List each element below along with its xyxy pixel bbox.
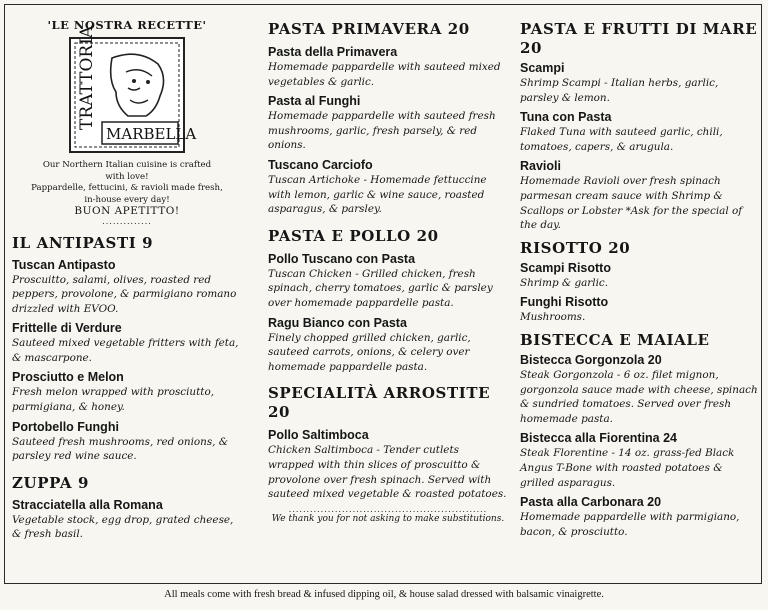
item-description: Homemade pappardelle with parmigiano, bacon, & prosciutto. xyxy=(520,511,740,538)
item-name: Pollo Saltimboca xyxy=(268,428,369,443)
section-title: BISTECCA E MAIALE xyxy=(520,330,710,349)
section-title: IL ANTIPASTI 9 xyxy=(12,233,154,252)
item-name: Pasta al Funghi xyxy=(268,94,361,109)
menu-item xyxy=(520,294,758,325)
section-risotto xyxy=(520,239,758,325)
section-mare xyxy=(520,20,758,233)
menu-item xyxy=(12,419,242,464)
item-description: Homemade pappardelle with sauteed fresh mushrooms, garlic, fresh parsely, & red onions. xyxy=(268,110,496,152)
item-name: Bistecca alla Fiorentina 24 xyxy=(520,431,678,446)
menu-item xyxy=(520,430,758,490)
footer-text: All meals come with fresh bread & infused dipping oil, & house salad dressed with balsamic vinaigrette. xyxy=(164,589,604,600)
item-name: Pasta alla Carbonara 20 xyxy=(520,495,662,510)
item-name: Frittelle di Verdure xyxy=(12,321,122,336)
item-description: Sauteed mixed vegetable fritters with feta, & mascarpone. xyxy=(12,337,239,364)
section-title: SPECIALITÀ ARROSTITE 20 xyxy=(268,384,491,422)
item-description: Fresh melon wrapped with prosciutto, parmigiana, & honey. xyxy=(12,386,215,414)
svg-text:MARBELLA: MARBELLA xyxy=(106,125,197,143)
menu-column-left xyxy=(12,0,242,546)
item-description: Mushrooms. xyxy=(520,311,586,324)
menu-item xyxy=(520,494,758,539)
item-name: Prosciutto e Melon xyxy=(12,370,124,385)
divider-dots: .............. xyxy=(102,216,152,226)
menu-item xyxy=(12,369,242,414)
item-description: Shrimp & garlic. xyxy=(520,276,609,289)
item-name: Pasta della Primavera xyxy=(268,45,398,59)
intro-line: with love! xyxy=(105,171,149,182)
item-description: Sauteed fresh mushrooms, red onions, & parsley red wine sauce. xyxy=(12,435,229,463)
trattoria-logo-icon xyxy=(68,25,197,154)
item-name: Ravioli xyxy=(520,159,561,174)
intro-line: Pappardelle, fettucini, & ravioli made fresh, xyxy=(31,183,223,193)
intro-text xyxy=(12,160,242,226)
item-description: Tuscan Artichoke - Homemade fettuccine with lemon, garlic & wine sauce, roasted asparagus, & parsley. xyxy=(268,173,487,216)
item-description: Steak Florentine - 14 oz. grass-fed Black Angus T-Bone with roasted potatoes & grilled asparagus. xyxy=(520,447,735,489)
menu-item xyxy=(268,44,508,89)
menu-item xyxy=(520,352,758,426)
menu-item xyxy=(12,257,242,317)
item-name: Tuscano Carciofo xyxy=(268,157,373,172)
menu-item xyxy=(12,320,242,365)
section-specialita xyxy=(268,384,508,524)
item-description: Proscuitto, salami, olives, roasted red peppers, provolone, & parmigiano romano drizzled with EVOO. xyxy=(12,273,237,315)
item-name: Funghi Risotto xyxy=(520,295,609,310)
substitution-note: We thank you for not asking to make substitutions. xyxy=(271,513,505,524)
section-title: RISOTTO 20 xyxy=(520,238,631,257)
menu-item xyxy=(268,315,508,375)
intro-greeting: BUON APETITTO! xyxy=(74,205,180,217)
item-description: Chicken Saltimboca - Tender cutlets wrapped with thin slices of proscuitto & provolone over fresh spinach. Served with sauteed mixed vegetable & roasted potatoes. xyxy=(268,444,507,501)
item-name: Scampi Risotto xyxy=(520,260,611,275)
intro-line: Our Northern Italian cuisine is crafted xyxy=(42,160,212,170)
menu-item xyxy=(520,260,758,291)
menu-column-middle xyxy=(268,0,508,525)
item-description: Vegetable stock, egg drop, grated cheese, & fresh basil. xyxy=(12,513,234,541)
menu-item xyxy=(268,157,508,217)
svg-text:TRATTORIA: TRATTORIA xyxy=(77,25,97,130)
intro-line: in-house every day! xyxy=(84,194,170,205)
section-title: ZUPPA 9 xyxy=(12,473,89,492)
menu-item xyxy=(12,497,242,542)
menu-item xyxy=(268,93,508,153)
item-description: Steak Gorgonzola - 6 oz. filet mignon, gorgonzola sauce made with cheese, spinach & sundried tomatoes. Served over fresh homemade pasta. xyxy=(520,368,758,425)
item-description: Finely chopped grilled chicken, garlic, sauteed carrots, onions, & celery over homemade pappardelle pasta. xyxy=(268,331,471,373)
item-name: Tuscan Antipasto xyxy=(12,257,116,272)
menu-item xyxy=(520,158,758,232)
item-description: Shrimp Scampi - Italian herbs, garlic, parsley & lemon. xyxy=(520,77,719,104)
item-name: Pollo Tuscano con Pasta xyxy=(268,251,416,266)
item-description: Tuscan Chicken - Grilled chicken, fresh spinach, cherry tomatoes, garlic & parsley over homemade pappardelle pasta. xyxy=(268,267,493,309)
item-name: Portobello Funghi xyxy=(12,419,119,434)
section-title: PASTA PRIMAVERA 20 xyxy=(268,20,470,38)
menu-item xyxy=(268,251,508,311)
menu-item xyxy=(520,60,758,105)
menu-column-right xyxy=(520,0,758,543)
item-name: Tuna con Pasta xyxy=(520,110,612,125)
menu-tagline: 'LE NOSTRA RECETTE' xyxy=(47,18,207,32)
menu-item xyxy=(520,109,758,154)
section-pollo xyxy=(268,227,508,375)
item-name: Stracciatella alla Romana xyxy=(12,497,163,512)
item-description: Homemade Ravioli over fresh spinach parmesan cream sauce with Shrimp & Scallops or Lobster *Ask for the special of the day. xyxy=(520,175,743,232)
section-bistecca xyxy=(520,331,758,539)
item-description: Homemade pappardelle with sauteed mixed vegetables & garlic. xyxy=(268,61,501,88)
section-title: PASTA E POLLO 20 xyxy=(268,226,439,245)
item-description: Flaked Tuna with sauteed garlic, chili, tomatoes, capers, & arugula. xyxy=(520,126,723,153)
section-primavera xyxy=(268,20,508,217)
item-name: Ragu Bianco con Pasta xyxy=(268,315,407,330)
section-zuppa xyxy=(12,474,242,542)
divider-dots: ........................................................ xyxy=(288,504,488,514)
item-name: Bistecca Gorgonzola 20 xyxy=(520,352,662,367)
item-name: Scampi xyxy=(520,61,565,75)
menu-item xyxy=(268,427,508,501)
section-antipasti xyxy=(12,234,242,464)
section-title: PASTA E FRUTTI DI MARE 20 xyxy=(520,20,758,57)
